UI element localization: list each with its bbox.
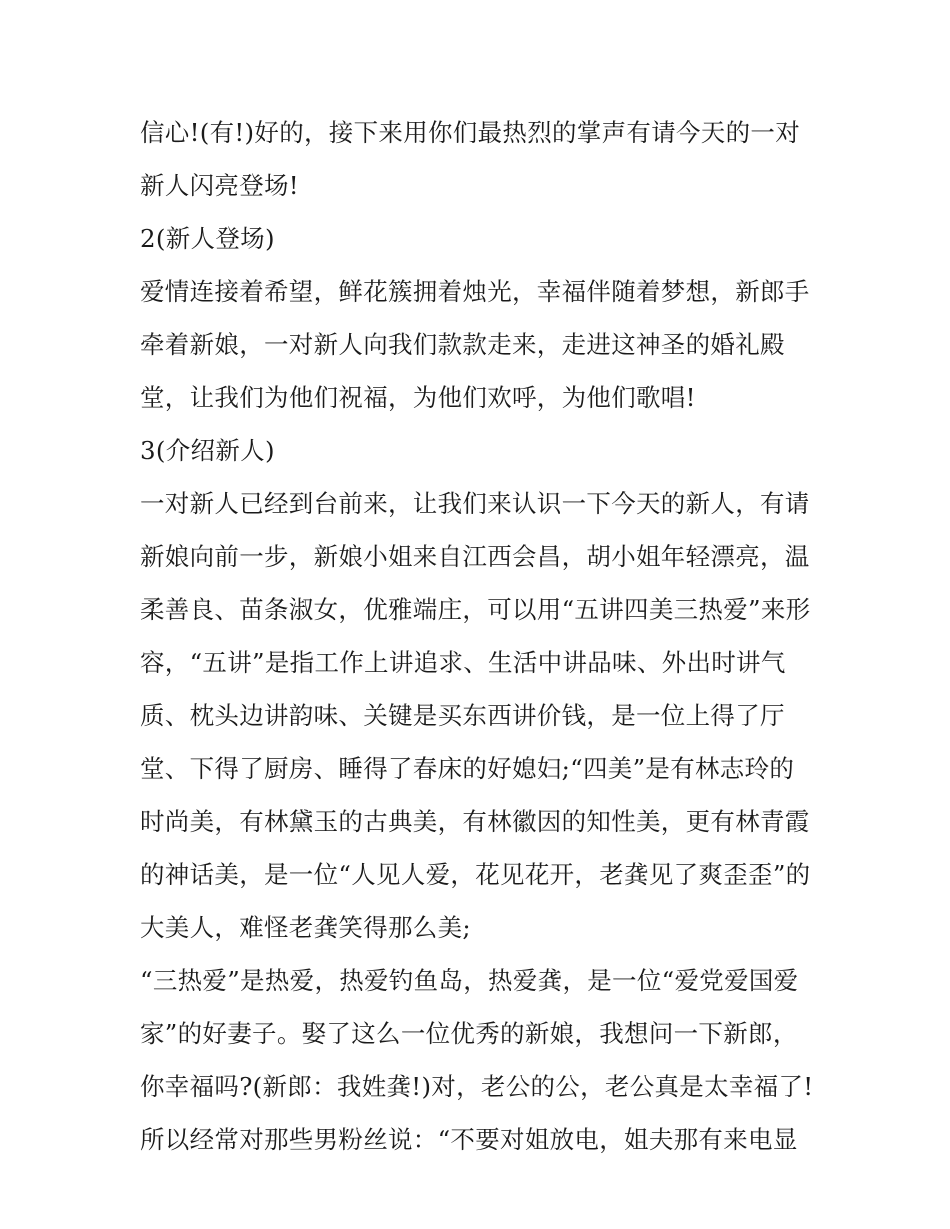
text-line: 质、枕头边讲韵味、关键是买东西讲价钱，是一位上得了厅 [140,701,785,730]
text-line: “三热爱”是热爱，热爱钓鱼岛，热爱龚，是一位“爱党爱国爱 [140,966,799,995]
text-line: 大美人，难怪老龚笑得那么美; [140,913,471,942]
text-line: 柔善良、苗条淑女，优雅端庄，可以用“五讲四美三热爱”来形 [140,595,811,624]
text-line: 信心!(有!)好的，接下来用你们最热烈的掌声有请今天的一对 [140,118,801,147]
text-line: 新娘向前一步，新娘小姐来自江西会昌，胡小姐年轻漂亮，温 [140,542,810,571]
text-line: 所以经常对那些男粉丝说：“不要对姐放电，姐夫那有来电显 [140,1125,798,1154]
text-line: 新人闪亮登场! [140,171,299,200]
text-line: 堂，让我们为他们祝福，为他们欢呼，为他们歌唱! [140,383,696,412]
section-heading: 3(介绍新人) [140,436,275,465]
text-line: 牵着新娘，一对新人向我们款款走来，走进这神圣的婚礼殿 [140,330,785,359]
text-line: 爱情连接着希望，鲜花簇拥着烛光，幸福伴随着梦想，新郎手 [140,277,810,306]
text-line: 一对新人已经到台前来，让我们来认识一下今天的新人，有请 [140,489,810,518]
document-body [140,106,830,1166]
text-line: 容，“五讲”是指工作上讲追求、生活中讲品味、外出时讲气 [140,648,786,677]
text-line: 你幸福吗?(新郎：我姓龚!)对，老公的公，老公真是太幸福了! [140,1072,814,1101]
text-line: 时尚美，有林黛玉的古典美，有林徽因的知性美，更有林青霞 [140,807,810,836]
text-line: 的神话美，是一位“人见人爱，花见花开，老龚见了爽歪歪”的 [140,860,811,889]
section-heading: 2(新人登场) [140,224,275,253]
text-line: 堂、下得了厨房、睡得了春床的好媳妇;“四美”是有林志玲的 [140,754,795,783]
text-line: 家”的好妻子。娶了这么一位优秀的新娘，我想问一下新郎， [140,1019,798,1048]
